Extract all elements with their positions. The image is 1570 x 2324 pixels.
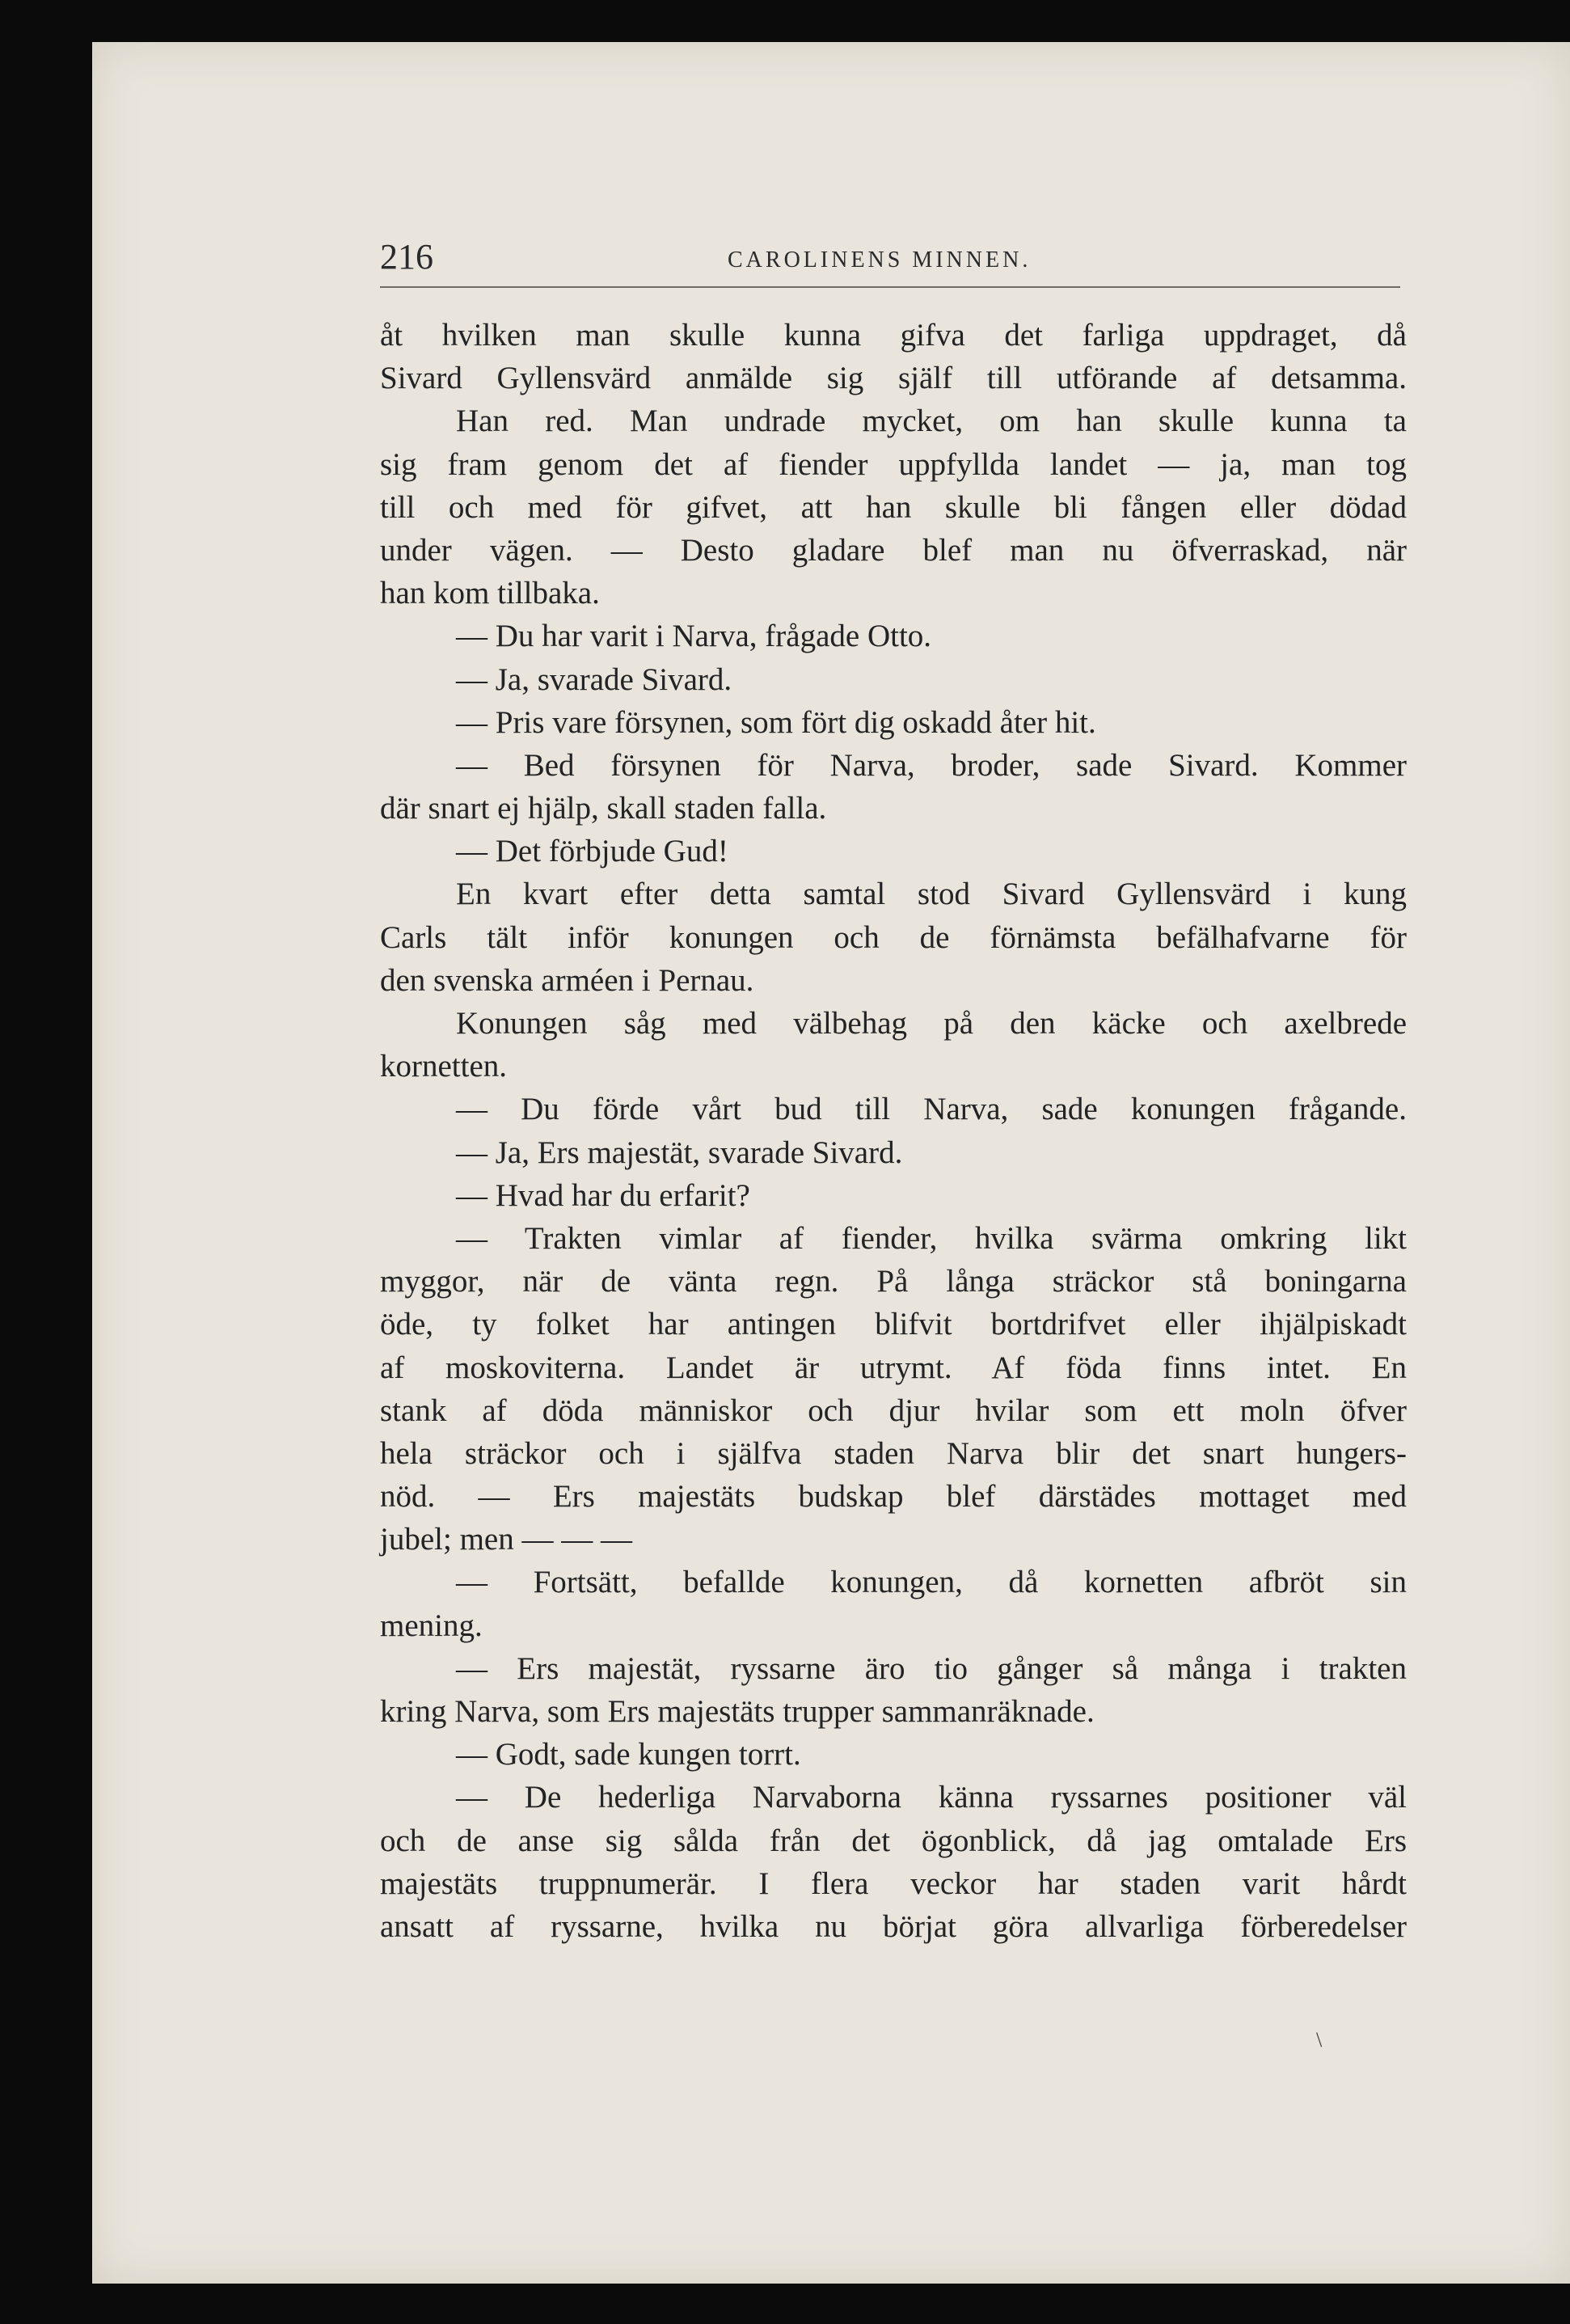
text-line: — Det förbjude Gud! [456, 834, 728, 869]
text-line: — Ers majestät, ryssarne äro tio gånger så många i trakten [456, 1650, 1407, 1686]
text-line: och de anse sig sålda från det ögonblick, då jag omtalade Ers [380, 1823, 1407, 1858]
text-line: den svenska arméen i Pernau. [380, 962, 754, 998]
text-line: En kvart efter detta samtal stod Sivard Gyllensvärd i kung [456, 877, 1407, 912]
text-line: — Trakten vimlar af fiender, hvilka svärma omkring likt [456, 1220, 1407, 1256]
text-line: sig fram genom det af fiender uppfyllda landet — ja, man tog [380, 446, 1407, 482]
text-line: åt hvilken man skulle kunna gifva det farliga uppdraget, då [380, 318, 1407, 353]
text-line: — Godt, sade kungen torrt. [456, 1737, 801, 1773]
text-line: där snart ej hjälp, skall staden falla. [380, 791, 827, 826]
text-line: — Pris vare försynen, som fört dig oskadd åter hit. [456, 704, 1096, 740]
text-line: majestäts truppnumerär. I flera veckor har staden varit hårdt [380, 1866, 1407, 1901]
text-line: — Bed försynen för Narva, broder, sade Sivard. Kommer [456, 747, 1407, 783]
text-line: öde, ty folket har antingen blifvit bortdrifvet eller ihjälpiskadt [380, 1307, 1407, 1342]
text-line: — Ja, Ers majestät, svarade Sivard. [456, 1135, 903, 1170]
text-line: af moskoviterna. Landet är utrymt. Af föda finns intet. En [380, 1350, 1407, 1385]
text-line: — Hvad har du erfarit? [456, 1177, 750, 1213]
text-line: stank af döda människor och djur hvilar som ett moln öfver [380, 1392, 1407, 1428]
body-text [380, 314, 1407, 1948]
text-line: jubel; men — — — [380, 1522, 632, 1557]
text-line: ansatt af ryssarne, hvilka nu börjat göra allvarliga förberedelser [380, 1908, 1407, 1944]
text-line: myggor, när de vänta regn. På långa sträckor stå boningarna [380, 1264, 1407, 1299]
text-line: han kom tillbaka. [380, 576, 600, 611]
page-header [380, 236, 1400, 288]
text-line: Konungen såg med välbehag på den käcke och axelbrede [456, 1006, 1407, 1041]
text-line: mening. [380, 1608, 483, 1643]
running-head: CAROLINENS MINNEN. [728, 247, 1032, 273]
text-line: — Du har varit i Narva, frågade Otto. [456, 619, 932, 654]
text-line: — Ja, svarade Sivard. [456, 661, 732, 697]
text-line: Sivard Gyllensvärd anmälde sig själf till utförande af detsamma. [380, 361, 1407, 396]
text-line: — De hederliga Narvaborna känna ryssarnes positioner väl [456, 1780, 1407, 1815]
page-number: 216 [380, 237, 433, 277]
stray-mark: \ [1316, 2028, 1323, 2051]
text-line: Carls tält inför konungen och de förnämsta befälhafvarne för [380, 919, 1407, 955]
text-line: nöd. — Ers majestäts budskap blef därstädes mottaget med [380, 1479, 1407, 1515]
text-line: kring Narva, som Ers majestäts trupper sammanräknade. [380, 1694, 1095, 1729]
text-line: under vägen. — Desto gladare blef man nu öfverraskad, när [380, 532, 1407, 568]
text-line: till och med för gifvet, att han skulle bli fången eller dödad [380, 489, 1407, 525]
text-line: Han red. Man undrade mycket, om han skulle kunna ta [456, 404, 1407, 439]
text-line: — Du förde vårt bud till Narva, sade konungen frågande. [456, 1092, 1407, 1127]
text-line: kornetten. [380, 1049, 508, 1084]
text-line: hela sträckor och i själfva staden Narva blir det snart hungers- [380, 1435, 1407, 1471]
text-line: — Fortsätt, befallde konungen, då kornetten afbröt sin [456, 1565, 1407, 1600]
